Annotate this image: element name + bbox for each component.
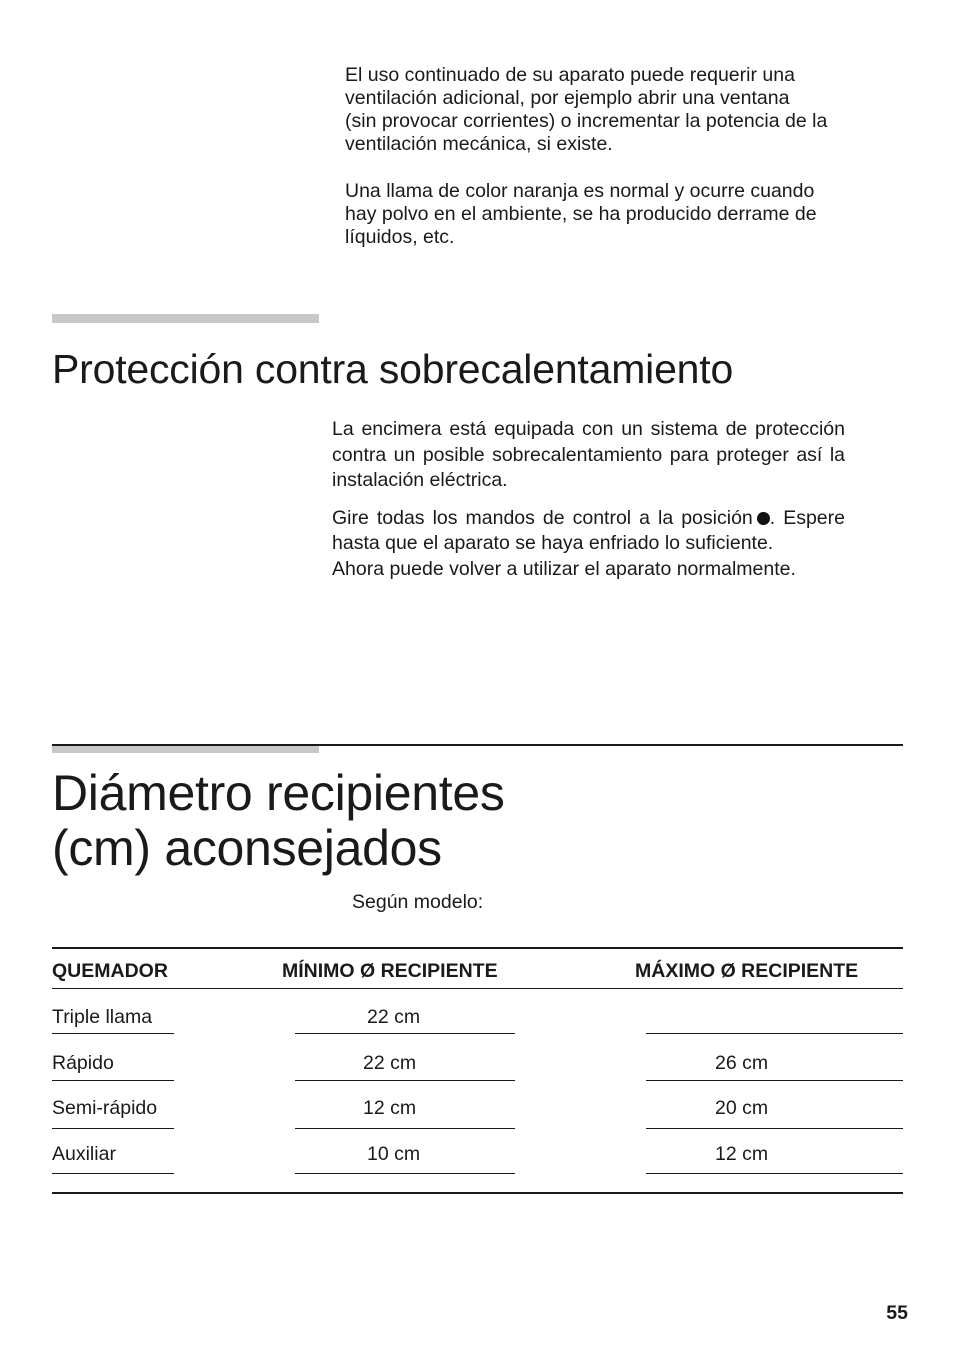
section2-subtitle: Según modelo: [352, 891, 484, 913]
section2-title-line-2: (cm) aconsejados [52, 820, 442, 876]
intro-p1-line-4: ventilación mecánica, si existe. [345, 133, 613, 155]
table-cell-min: 22 cm [367, 1006, 421, 1028]
intro-paragraph-2 [345, 180, 915, 249]
table-cell-max: 20 cm [715, 1097, 769, 1119]
table-header-burner: QUEMADOR [52, 960, 168, 982]
table-cell-burner: Rápido [52, 1052, 114, 1074]
row-rule-max [646, 1033, 903, 1034]
row-rule-min [295, 1128, 515, 1129]
section1-grey-rule [52, 314, 319, 323]
row-rule-max [646, 1128, 903, 1129]
intro-p2-line-1: Una llama de color naranja es normal y ocurre cuando [345, 180, 815, 202]
section1-p2-text-b: . Espere hasta que el aparato se haya enfriado lo suficiente. [332, 506, 845, 554]
section1-paragraph-2 [332, 506, 845, 557]
table-cell-min: 22 cm [363, 1052, 417, 1074]
section1-paragraph-3: Ahora puede volver a utilizar el aparato normalmente. [332, 557, 796, 580]
table-header-max: MÁXIMO Ø RECIPIENTE [635, 960, 859, 982]
section2-title-line-1: Diámetro recipientes [52, 765, 505, 821]
intro-p2-line-3: líquidos, etc. [345, 226, 455, 248]
table-cell-burner: Triple llama [52, 1006, 153, 1028]
row-rule-min [295, 1080, 515, 1081]
row-rule-burner [52, 1173, 174, 1174]
section1-paragraph-1: La encimera está equipada con un sistema de protección contra un posible sobrecalentamiento para proteger así la instalación eléctrica. [332, 418, 845, 491]
intro-paragraph-1 [345, 64, 915, 156]
table-cell-min: 10 cm [367, 1143, 421, 1165]
intro-p1-line-3: (sin provocar corrientes) o incrementar la potencia de la [345, 110, 828, 132]
section2-title [52, 766, 505, 876]
section1-p2-text-a: Gire todas los mandos de control a la posición [332, 506, 753, 529]
row-rule-burner [52, 1080, 174, 1081]
intro-p2-line-2: hay polvo en el ambiente, se ha producido derrame de [345, 203, 817, 225]
section2-grey-rule [52, 746, 319, 753]
row-rule-burner [52, 1128, 174, 1129]
off-position-dot-icon [757, 512, 770, 525]
row-rule-max [646, 1080, 903, 1081]
section1-body [332, 417, 845, 582]
table-cell-max: 12 cm [715, 1143, 769, 1165]
table-top-rule [52, 947, 903, 949]
row-rule-max [646, 1173, 903, 1174]
intro-p1-line-1: El uso continuado de su aparato puede requerir una [345, 64, 795, 86]
table-bottom-rule [52, 1192, 903, 1194]
section1-title: Protección contra sobrecalentamiento [52, 346, 734, 392]
table-cell-burner: Auxiliar [52, 1143, 116, 1165]
row-rule-min [295, 1033, 515, 1034]
page-number: 55 [886, 1302, 908, 1324]
row-rule-min [295, 1173, 515, 1174]
table-cell-max: 26 cm [715, 1052, 769, 1074]
table-header-rule [52, 988, 903, 989]
table-header-min: MÍNIMO Ø RECIPIENTE [282, 960, 498, 982]
intro-block [345, 64, 915, 249]
table-cell-burner: Semi-rápido [52, 1097, 158, 1119]
row-rule-burner [52, 1033, 174, 1034]
table-cell-min: 12 cm [363, 1097, 417, 1119]
intro-p1-line-2: ventilación adicional, por ejemplo abrir una ventana [345, 87, 790, 109]
